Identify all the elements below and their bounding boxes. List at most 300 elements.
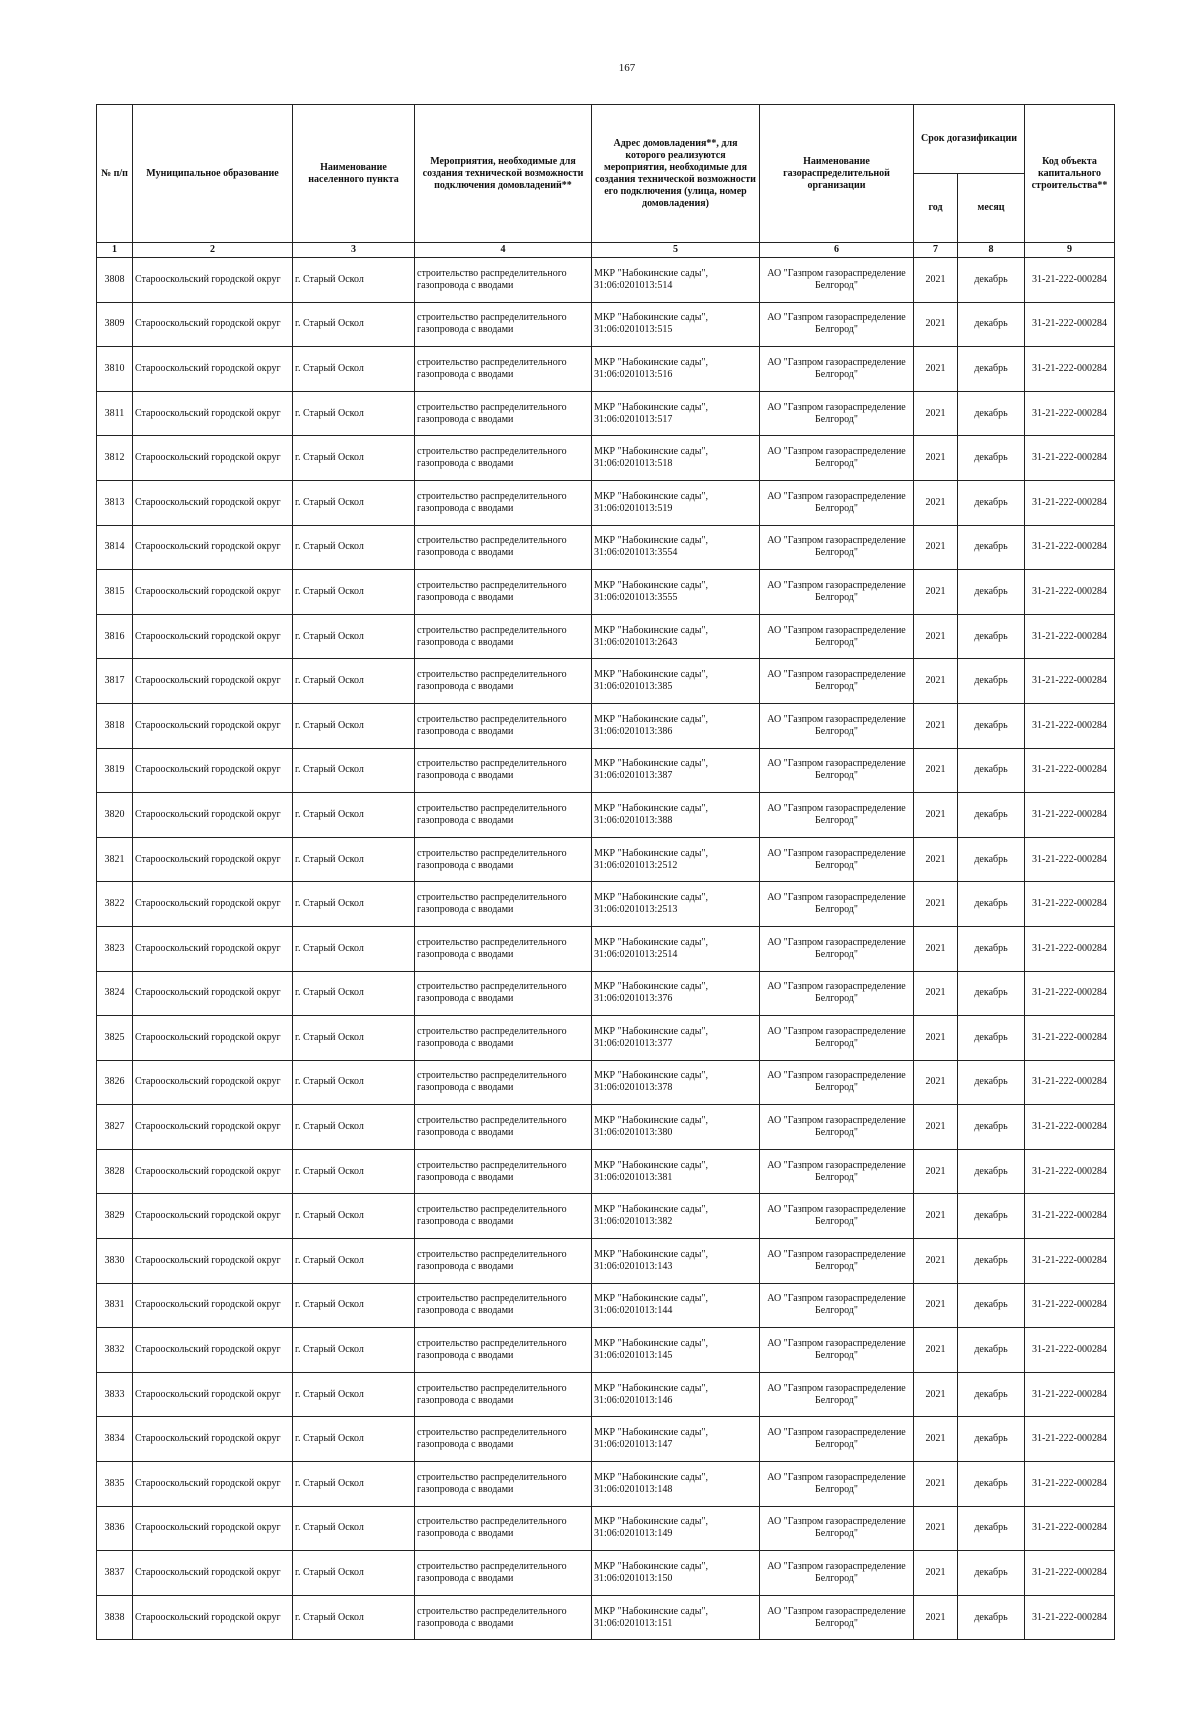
- organization-cell: АО "Газпром газораспределение Белгород": [760, 1194, 914, 1239]
- organization-cell: АО "Газпром газораспределение Белгород": [760, 1149, 914, 1194]
- municipality-cell: Старооскольский городской округ: [133, 1016, 293, 1061]
- year-cell: 2021: [914, 971, 958, 1016]
- address-prefix: МКР "Набокинские сады",: [594, 758, 708, 770]
- code-cell: 31-21-222-000284: [1025, 1551, 1115, 1596]
- settlement-cell: г. Старый Оскол: [293, 570, 415, 615]
- municipality-cell: Старооскольский городской округ: [133, 793, 293, 838]
- month-cell: декабрь: [958, 1372, 1025, 1417]
- cadastral-number: 31:06:0201013:380: [594, 1127, 673, 1139]
- row-number: 3812: [97, 436, 133, 481]
- settlement-cell: г. Старый Оскол: [293, 525, 415, 570]
- settlement-cell: г. Старый Оскол: [293, 1283, 415, 1328]
- municipality-cell: Старооскольский городской округ: [133, 971, 293, 1016]
- activity-cell: строительство распределительного газопровода с вводами: [415, 347, 592, 392]
- activity-cell: строительство распределительного газопровода с вводами: [415, 1060, 592, 1105]
- code-cell: 31-21-222-000284: [1025, 302, 1115, 347]
- municipality-cell: Старооскольский городской округ: [133, 1328, 293, 1373]
- organization-cell: АО "Газпром газораспределение Белгород": [760, 1551, 914, 1596]
- month-cell: декабрь: [958, 1060, 1025, 1105]
- activity-cell: строительство распределительного газопровода с вводами: [415, 302, 592, 347]
- column-number: 2: [133, 243, 293, 258]
- table-row: [97, 1595, 1115, 1640]
- organization-cell: АО "Газпром газораспределение Белгород": [760, 659, 914, 704]
- address-prefix: МКР "Набокинские сады",: [594, 1605, 708, 1617]
- code-cell: 31-21-222-000284: [1025, 748, 1115, 793]
- row-number: 3833: [97, 1372, 133, 1417]
- table-row: [97, 258, 1115, 303]
- municipality-cell: Старооскольский городской округ: [133, 614, 293, 659]
- year-cell: 2021: [914, 882, 958, 927]
- table-row: [97, 614, 1115, 659]
- cadastral-number: 31:06:0201013:386: [594, 725, 673, 737]
- settlement-cell: г. Старый Оскол: [293, 1194, 415, 1239]
- municipality-cell: Старооскольский городской округ: [133, 1239, 293, 1284]
- activity-cell: строительство распределительного газопровода с вводами: [415, 882, 592, 927]
- header-month: месяц: [958, 174, 1025, 243]
- address-cell: [592, 1060, 760, 1105]
- address-cell: [592, 659, 760, 704]
- code-cell: 31-21-222-000284: [1025, 837, 1115, 882]
- activity-cell: строительство распределительного газопровода с вводами: [415, 703, 592, 748]
- row-number: 3836: [97, 1506, 133, 1551]
- table-row: [97, 1105, 1115, 1150]
- activity-cell: строительство распределительного газопровода с вводами: [415, 1462, 592, 1507]
- address-prefix: МКР "Набокинские сады",: [594, 669, 708, 681]
- activity-cell: строительство распределительного газопровода с вводами: [415, 1328, 592, 1373]
- year-cell: 2021: [914, 614, 958, 659]
- month-cell: декабрь: [958, 1105, 1025, 1150]
- activity-cell: строительство распределительного газопровода с вводами: [415, 480, 592, 525]
- month-cell: декабрь: [958, 480, 1025, 525]
- year-cell: 2021: [914, 1595, 958, 1640]
- organization-cell: АО "Газпром газораспределение Белгород": [760, 1328, 914, 1373]
- cadastral-number: 31:06:0201013:514: [594, 279, 673, 291]
- year-cell: 2021: [914, 926, 958, 971]
- year-cell: 2021: [914, 258, 958, 303]
- year-cell: 2021: [914, 1506, 958, 1551]
- year-cell: 2021: [914, 347, 958, 392]
- code-cell: 31-21-222-000284: [1025, 347, 1115, 392]
- activity-cell: строительство распределительного газопровода с вводами: [415, 1239, 592, 1284]
- row-number: 3810: [97, 347, 133, 392]
- cadastral-number: 31:06:0201013:150: [594, 1573, 673, 1585]
- settlement-cell: г. Старый Оскол: [293, 347, 415, 392]
- cadastral-number: 31:06:0201013:381: [594, 1171, 673, 1183]
- activity-cell: строительство распределительного газопровода с вводами: [415, 659, 592, 704]
- year-cell: 2021: [914, 1417, 958, 1462]
- settlement-cell: г. Старый Оскол: [293, 837, 415, 882]
- municipality-cell: Старооскольский городской округ: [133, 1194, 293, 1239]
- cadastral-number: 31:06:0201013:516: [594, 368, 673, 380]
- month-cell: декабрь: [958, 971, 1025, 1016]
- page-number: 167: [618, 62, 636, 74]
- address-prefix: МКР "Набокинские сады",: [594, 356, 708, 368]
- address-prefix: МКР "Набокинские сады",: [594, 981, 708, 993]
- address-prefix: МКР "Набокинские сады",: [594, 936, 708, 948]
- code-cell: 31-21-222-000284: [1025, 1239, 1115, 1284]
- activity-cell: строительство распределительного газопровода с вводами: [415, 258, 592, 303]
- address-cell: [592, 882, 760, 927]
- organization-cell: АО "Газпром газораспределение Белгород": [760, 347, 914, 392]
- address-prefix: МКР "Набокинские сады",: [594, 1561, 708, 1573]
- municipality-cell: Старооскольский городской округ: [133, 659, 293, 704]
- year-cell: 2021: [914, 1239, 958, 1284]
- cadastral-number: 31:06:0201013:518: [594, 458, 673, 470]
- header-deadline-group: Срок догазификации: [914, 105, 1025, 174]
- code-cell: 31-21-222-000284: [1025, 258, 1115, 303]
- cadastral-number: 31:06:0201013:2643: [594, 636, 678, 648]
- month-cell: декабрь: [958, 436, 1025, 481]
- organization-cell: АО "Газпром газораспределение Белгород": [760, 1105, 914, 1150]
- row-number: 3820: [97, 793, 133, 838]
- activity-cell: строительство распределительного газопровода с вводами: [415, 391, 592, 436]
- address-cell: [592, 1462, 760, 1507]
- address-prefix: МКР "Набокинские сады",: [594, 535, 708, 547]
- address-prefix: МКР "Набокинские сады",: [594, 267, 708, 279]
- settlement-cell: г. Старый Оскол: [293, 1595, 415, 1640]
- settlement-cell: г. Старый Оскол: [293, 1506, 415, 1551]
- cadastral-number: 31:06:0201013:519: [594, 502, 673, 514]
- row-number: 3827: [97, 1105, 133, 1150]
- address-cell: [592, 793, 760, 838]
- table-row: [97, 1239, 1115, 1284]
- month-cell: декабрь: [958, 258, 1025, 303]
- year-cell: 2021: [914, 1462, 958, 1507]
- row-number: 3816: [97, 614, 133, 659]
- municipality-cell: Старооскольский городской округ: [133, 258, 293, 303]
- address-cell: [592, 1149, 760, 1194]
- organization-cell: АО "Газпром газораспределение Белгород": [760, 391, 914, 436]
- year-cell: 2021: [914, 1328, 958, 1373]
- cadastral-number: 31:06:0201013:376: [594, 993, 673, 1005]
- activity-cell: строительство распределительного газопровода с вводами: [415, 570, 592, 615]
- table-row: [97, 1283, 1115, 1328]
- row-number: 3808: [97, 258, 133, 303]
- settlement-cell: г. Старый Оскол: [293, 882, 415, 927]
- address-cell: [592, 436, 760, 481]
- cadastral-number: 31:06:0201013:151: [594, 1617, 673, 1629]
- organization-cell: АО "Газпром газораспределение Белгород": [760, 1595, 914, 1640]
- code-cell: 31-21-222-000284: [1025, 703, 1115, 748]
- header-code: Код объекта капитального строительства**: [1025, 105, 1115, 243]
- year-cell: 2021: [914, 1149, 958, 1194]
- table-row: [97, 748, 1115, 793]
- code-cell: 31-21-222-000284: [1025, 1328, 1115, 1373]
- month-cell: декабрь: [958, 347, 1025, 392]
- year-cell: 2021: [914, 1016, 958, 1061]
- header-number: № п/п: [97, 105, 133, 243]
- municipality-cell: Старооскольский городской округ: [133, 570, 293, 615]
- table-row: [97, 1016, 1115, 1061]
- month-cell: декабрь: [958, 1595, 1025, 1640]
- organization-cell: АО "Газпром газораспределение Белгород": [760, 1372, 914, 1417]
- table-row: [97, 570, 1115, 615]
- settlement-cell: г. Старый Оскол: [293, 1105, 415, 1150]
- code-cell: 31-21-222-000284: [1025, 480, 1115, 525]
- code-cell: 31-21-222-000284: [1025, 659, 1115, 704]
- activity-cell: строительство распределительного газопровода с вводами: [415, 1417, 592, 1462]
- organization-cell: АО "Газпром газораспределение Белгород": [760, 614, 914, 659]
- code-cell: 31-21-222-000284: [1025, 391, 1115, 436]
- cadastral-number: 31:06:0201013:387: [594, 770, 673, 782]
- settlement-cell: г. Старый Оскол: [293, 748, 415, 793]
- settlement-cell: г. Старый Оскол: [293, 1016, 415, 1061]
- activity-cell: строительство распределительного газопровода с вводами: [415, 1372, 592, 1417]
- address-prefix: МКР "Набокинские сады",: [594, 1427, 708, 1439]
- address-prefix: МКР "Набокинские сады",: [594, 446, 708, 458]
- cadastral-number: 31:06:0201013:388: [594, 814, 673, 826]
- row-number: 3813: [97, 480, 133, 525]
- address-prefix: МКР "Набокинские сады",: [594, 1382, 708, 1394]
- municipality-cell: Старооскольский городской округ: [133, 1595, 293, 1640]
- gasification-table: [96, 104, 1115, 1640]
- row-number: 3832: [97, 1328, 133, 1373]
- month-cell: декабрь: [958, 1506, 1025, 1551]
- municipality-cell: Старооскольский городской округ: [133, 926, 293, 971]
- address-cell: [592, 748, 760, 793]
- row-number: 3811: [97, 391, 133, 436]
- cadastral-number: 31:06:0201013:144: [594, 1305, 673, 1317]
- cadastral-number: 31:06:0201013:146: [594, 1394, 673, 1406]
- code-cell: 31-21-222-000284: [1025, 793, 1115, 838]
- municipality-cell: Старооскольский городской округ: [133, 347, 293, 392]
- month-cell: декабрь: [958, 748, 1025, 793]
- address-cell: [592, 1283, 760, 1328]
- organization-cell: АО "Газпром газораспределение Белгород": [760, 480, 914, 525]
- address-cell: [592, 1372, 760, 1417]
- activity-cell: строительство распределительного газопровода с вводами: [415, 1283, 592, 1328]
- activity-cell: строительство распределительного газопровода с вводами: [415, 748, 592, 793]
- cadastral-number: 31:06:0201013:2514: [594, 948, 678, 960]
- address-cell: [592, 1105, 760, 1150]
- organization-cell: АО "Газпром газораспределение Белгород": [760, 1283, 914, 1328]
- code-cell: 31-21-222-000284: [1025, 1149, 1115, 1194]
- activity-cell: строительство распределительного газопровода с вводами: [415, 1595, 592, 1640]
- table-row: [97, 1194, 1115, 1239]
- column-number: 7: [914, 243, 958, 258]
- row-number: 3826: [97, 1060, 133, 1105]
- settlement-cell: г. Старый Оскол: [293, 302, 415, 347]
- table-row: [97, 1462, 1115, 1507]
- activity-cell: строительство распределительного газопровода с вводами: [415, 837, 592, 882]
- table-row: [97, 926, 1115, 971]
- table-header: [97, 105, 1115, 258]
- year-cell: 2021: [914, 436, 958, 481]
- row-number: 3821: [97, 837, 133, 882]
- month-cell: декабрь: [958, 1462, 1025, 1507]
- organization-cell: АО "Газпром газораспределение Белгород": [760, 525, 914, 570]
- address-cell: [592, 926, 760, 971]
- municipality-cell: Старооскольский городской округ: [133, 748, 293, 793]
- month-cell: декабрь: [958, 614, 1025, 659]
- row-number: 3838: [97, 1595, 133, 1640]
- address-cell: [592, 1194, 760, 1239]
- organization-cell: АО "Газпром газораспределение Белгород": [760, 703, 914, 748]
- row-number: 3830: [97, 1239, 133, 1284]
- address-cell: [592, 1016, 760, 1061]
- address-cell: [592, 1506, 760, 1551]
- table-row: [97, 837, 1115, 882]
- month-cell: декабрь: [958, 882, 1025, 927]
- row-number: 3823: [97, 926, 133, 971]
- cadastral-number: 31:06:0201013:143: [594, 1260, 673, 1272]
- municipality-cell: Старооскольский городской округ: [133, 1462, 293, 1507]
- row-number: 3824: [97, 971, 133, 1016]
- organization-cell: АО "Газпром газораспределение Белгород": [760, 1239, 914, 1284]
- year-cell: 2021: [914, 837, 958, 882]
- municipality-cell: Старооскольский городской округ: [133, 1105, 293, 1150]
- municipality-cell: Старооскольский городской округ: [133, 703, 293, 748]
- code-cell: 31-21-222-000284: [1025, 1372, 1115, 1417]
- month-cell: декабрь: [958, 391, 1025, 436]
- header-activity: Мероприятия, необходимые для создания технической возможности подключения домовладений**: [415, 105, 592, 243]
- table-row: [97, 1149, 1115, 1194]
- table-row: [97, 1372, 1115, 1417]
- settlement-cell: г. Старый Оскол: [293, 1328, 415, 1373]
- header-year: год: [914, 174, 958, 243]
- cadastral-number: 31:06:0201013:515: [594, 324, 673, 336]
- activity-cell: строительство распределительного газопровода с вводами: [415, 793, 592, 838]
- year-cell: 2021: [914, 480, 958, 525]
- cadastral-number: 31:06:0201013:385: [594, 681, 673, 693]
- settlement-cell: г. Старый Оскол: [293, 1417, 415, 1462]
- header-organization: Наименование газораспределительной организации: [760, 105, 914, 243]
- table-row: [97, 793, 1115, 838]
- address-cell: [592, 258, 760, 303]
- settlement-cell: г. Старый Оскол: [293, 971, 415, 1016]
- address-cell: [592, 1239, 760, 1284]
- table-row: [97, 302, 1115, 347]
- table-body: [97, 258, 1115, 1640]
- table-row: [97, 1060, 1115, 1105]
- municipality-cell: Старооскольский городской округ: [133, 1506, 293, 1551]
- row-number: 3822: [97, 882, 133, 927]
- table-row: [97, 971, 1115, 1016]
- activity-cell: строительство распределительного газопровода с вводами: [415, 1016, 592, 1061]
- table-row: [97, 1328, 1115, 1373]
- settlement-cell: г. Старый Оскол: [293, 1462, 415, 1507]
- municipality-cell: Старооскольский городской округ: [133, 391, 293, 436]
- address-cell: [592, 703, 760, 748]
- table-row: [97, 525, 1115, 570]
- code-cell: 31-21-222-000284: [1025, 1105, 1115, 1150]
- settlement-cell: г. Старый Оскол: [293, 480, 415, 525]
- month-cell: декабрь: [958, 1016, 1025, 1061]
- settlement-cell: г. Старый Оскол: [293, 1060, 415, 1105]
- municipality-cell: Старооскольский городской округ: [133, 480, 293, 525]
- organization-cell: АО "Газпром газораспределение Белгород": [760, 971, 914, 1016]
- address-prefix: МКР "Набокинские сады",: [594, 1293, 708, 1305]
- address-prefix: МКР "Набокинские сады",: [594, 847, 708, 859]
- address-cell: [592, 971, 760, 1016]
- address-cell: [592, 347, 760, 392]
- organization-cell: АО "Газпром газораспределение Белгород": [760, 570, 914, 615]
- municipality-cell: Старооскольский городской округ: [133, 1283, 293, 1328]
- address-cell: [592, 1595, 760, 1640]
- organization-cell: АО "Газпром газораспределение Белгород": [760, 1417, 914, 1462]
- cadastral-number: 31:06:0201013:149: [594, 1528, 673, 1540]
- settlement-cell: г. Старый Оскол: [293, 258, 415, 303]
- cadastral-number: 31:06:0201013:2513: [594, 904, 678, 916]
- month-cell: декабрь: [958, 926, 1025, 971]
- header-municipality: Муниципальное образование: [133, 105, 293, 243]
- address-cell: [592, 1551, 760, 1596]
- settlement-cell: г. Старый Оскол: [293, 1372, 415, 1417]
- month-cell: декабрь: [958, 1239, 1025, 1284]
- settlement-cell: г. Старый Оскол: [293, 703, 415, 748]
- activity-cell: строительство распределительного газопровода с вводами: [415, 1551, 592, 1596]
- month-cell: декабрь: [958, 570, 1025, 615]
- row-number: 3828: [97, 1149, 133, 1194]
- cadastral-number: 31:06:0201013:148: [594, 1483, 673, 1495]
- settlement-cell: г. Старый Оскол: [293, 1239, 415, 1284]
- column-number: 4: [415, 243, 592, 258]
- month-cell: декабрь: [958, 1417, 1025, 1462]
- address-prefix: МКР "Набокинские сады",: [594, 579, 708, 591]
- cadastral-number: 31:06:0201013:3554: [594, 547, 678, 559]
- table-row: [97, 882, 1115, 927]
- address-cell: [592, 302, 760, 347]
- code-cell: 31-21-222-000284: [1025, 1595, 1115, 1640]
- activity-cell: строительство распределительного газопровода с вводами: [415, 614, 592, 659]
- municipality-cell: Старооскольский городской округ: [133, 302, 293, 347]
- year-cell: 2021: [914, 659, 958, 704]
- code-cell: 31-21-222-000284: [1025, 436, 1115, 481]
- month-cell: декабрь: [958, 302, 1025, 347]
- row-number: 3829: [97, 1194, 133, 1239]
- address-prefix: МКР "Набокинские сады",: [594, 490, 708, 502]
- municipality-cell: Старооскольский городской округ: [133, 1149, 293, 1194]
- table-row: [97, 480, 1115, 525]
- activity-cell: строительство распределительного газопровода с вводами: [415, 926, 592, 971]
- address-cell: [592, 391, 760, 436]
- municipality-cell: Старооскольский городской округ: [133, 882, 293, 927]
- address-cell: [592, 570, 760, 615]
- municipality-cell: Старооскольский городской округ: [133, 1060, 293, 1105]
- settlement-cell: г. Старый Оскол: [293, 659, 415, 704]
- municipality-cell: Старооскольский городской округ: [133, 1417, 293, 1462]
- month-cell: декабрь: [958, 793, 1025, 838]
- organization-cell: АО "Газпром газораспределение Белгород": [760, 436, 914, 481]
- address-prefix: МКР "Набокинские сады",: [594, 401, 708, 413]
- municipality-cell: Старооскольский городской округ: [133, 1372, 293, 1417]
- organization-cell: АО "Газпром газораспределение Белгород": [760, 837, 914, 882]
- code-cell: 31-21-222-000284: [1025, 882, 1115, 927]
- code-cell: 31-21-222-000284: [1025, 971, 1115, 1016]
- activity-cell: строительство распределительного газопровода с вводами: [415, 1105, 592, 1150]
- table-row: [97, 391, 1115, 436]
- table-row: [97, 436, 1115, 481]
- code-cell: 31-21-222-000284: [1025, 1060, 1115, 1105]
- organization-cell: АО "Газпром газораспределение Белгород": [760, 793, 914, 838]
- year-cell: 2021: [914, 525, 958, 570]
- row-number: 3819: [97, 748, 133, 793]
- table-row: [97, 1506, 1115, 1551]
- address-prefix: МКР "Набокинские сады",: [594, 1159, 708, 1171]
- month-cell: декабрь: [958, 1551, 1025, 1596]
- organization-cell: АО "Газпром газораспределение Белгород": [760, 926, 914, 971]
- row-number: 3825: [97, 1016, 133, 1061]
- column-number: 5: [592, 243, 760, 258]
- address-cell: [592, 480, 760, 525]
- code-cell: 31-21-222-000284: [1025, 926, 1115, 971]
- address-prefix: МКР "Набокинские сады",: [594, 1338, 708, 1350]
- settlement-cell: г. Старый Оскол: [293, 1551, 415, 1596]
- municipality-cell: Старооскольский городской округ: [133, 436, 293, 481]
- table-row: [97, 659, 1115, 704]
- row-number: 3814: [97, 525, 133, 570]
- address-prefix: МКР "Набокинские сады",: [594, 1471, 708, 1483]
